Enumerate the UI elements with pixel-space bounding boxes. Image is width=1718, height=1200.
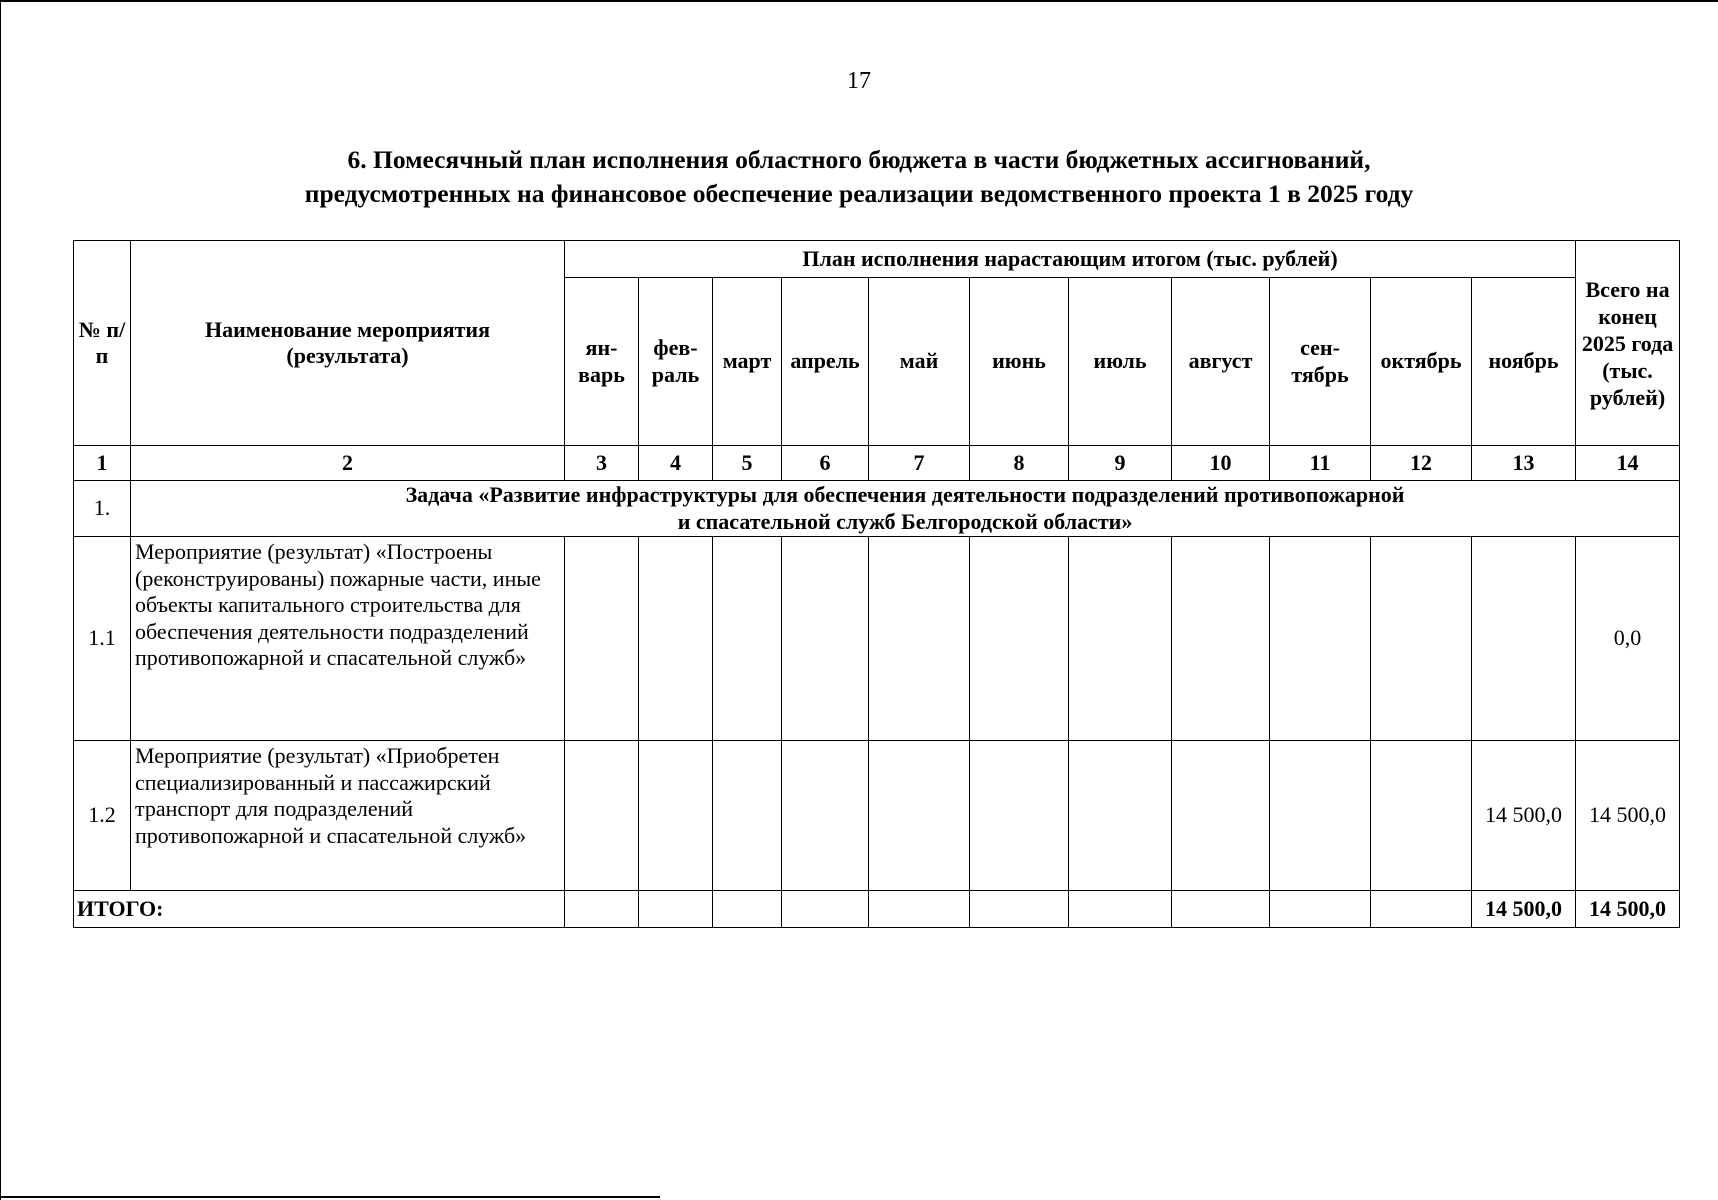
- task-title-line-1: Задача «Развитие инфраструктуры для обеспечения деятельности подразделений противопожарной: [405, 482, 1405, 507]
- col-number: 2: [131, 446, 565, 481]
- col-number: 13: [1472, 446, 1576, 481]
- header-row-1: [74, 241, 1680, 278]
- row-month-value: [1371, 537, 1472, 741]
- col-number: 5: [713, 446, 782, 481]
- row-month-value: [639, 537, 713, 741]
- row-month-value: [782, 741, 869, 891]
- total-month-value: [713, 891, 782, 928]
- col-number: 4: [639, 446, 713, 481]
- total-month-value: [1069, 891, 1172, 928]
- header-month-mar: март: [713, 278, 782, 446]
- row-month-value: 14 500,0: [1472, 741, 1576, 891]
- scan-left-edge: [0, 0, 1, 1200]
- document-title-line-2: предусмотренных на финансовое обеспечение реализации ведомственного проекта 1 в 2025 году: [304, 179, 1414, 208]
- col-number: 8: [970, 446, 1069, 481]
- col-number: 12: [1371, 446, 1472, 481]
- row-month-value: [970, 741, 1069, 891]
- row-month-value: [713, 741, 782, 891]
- task-title: [131, 481, 1680, 537]
- task-title-line-2: и спасательной служб Белгородской области»: [677, 508, 1133, 534]
- total-month-value: [1270, 891, 1371, 928]
- document-title: [150, 143, 1568, 211]
- col-number: 1: [74, 446, 131, 481]
- row-total: 0,0: [1576, 537, 1680, 741]
- header-month-jun: июнь: [970, 278, 1069, 446]
- row-total: 14 500,0: [1576, 741, 1680, 891]
- row-month-value: [1270, 537, 1371, 741]
- table-row: [74, 537, 1680, 741]
- col-number: 10: [1172, 446, 1270, 481]
- col-number: 14: [1576, 446, 1680, 481]
- row-month-value: [782, 537, 869, 741]
- header-num: № п/п: [74, 241, 131, 446]
- row-month-value: [970, 537, 1069, 741]
- total-month-value: 14 500,0: [1472, 891, 1576, 928]
- total-month-value: [1172, 891, 1270, 928]
- row-month-value: [1172, 537, 1270, 741]
- row-month-value: [713, 537, 782, 741]
- header-month-sep: сен- тябрь: [1270, 278, 1371, 446]
- row-month-value: [1069, 537, 1172, 741]
- budget-plan-table: [73, 240, 1680, 928]
- header-month-may: май: [869, 278, 970, 446]
- header-month-aug: август: [1172, 278, 1270, 446]
- header-plan-group: План исполнения нарастающим итогом (тыс. рублей): [565, 241, 1576, 278]
- row-month-value: [869, 741, 970, 891]
- header-name: Наименование мероприятия (результата): [131, 241, 565, 446]
- total-month-value: [565, 891, 639, 928]
- total-month-value: [970, 891, 1069, 928]
- scan-top-edge: [0, 0, 1718, 2]
- header-month-feb: фев- раль: [639, 278, 713, 446]
- total-label: ИТОГО:: [74, 891, 565, 928]
- col-number: 11: [1270, 446, 1371, 481]
- total-month-value: [639, 891, 713, 928]
- total-grand-value: 14 500,0: [1576, 891, 1680, 928]
- header-month-jul: июль: [1069, 278, 1172, 446]
- header-total: Всего на конец 2025 года (тыс. рублей): [1576, 241, 1680, 446]
- row-num: 1.2: [74, 741, 131, 891]
- row-num: 1.1: [74, 537, 131, 741]
- row-name: Мероприятие (результат) «Приобретен специализированный и пассажирский транспорт для подразделений противопожарной и спасательной служб»: [131, 741, 565, 891]
- header-month-nov: ноябрь: [1472, 278, 1576, 446]
- scan-bottom-edge: [0, 1196, 660, 1198]
- row-month-value: [869, 537, 970, 741]
- document-title-line-1: 6. Помесячный план исполнения областного бюджета в части бюджетных ассигнований,: [347, 145, 1371, 174]
- header-month-jan: ян- варь: [565, 278, 639, 446]
- row-month-value: [1069, 741, 1172, 891]
- total-row: [74, 891, 1680, 928]
- row-month-value: [565, 741, 639, 891]
- row-month-value: [565, 537, 639, 741]
- col-number: 9: [1069, 446, 1172, 481]
- row-month-value: [1371, 741, 1472, 891]
- total-month-value: [782, 891, 869, 928]
- total-month-value: [869, 891, 970, 928]
- row-name: Мероприятие (результат) «Построены (реконструированы) пожарные части, иные объекты капитального строительства для обеспечения деятельности подразделений противопожарной и спасательной служб»: [131, 537, 565, 741]
- row-month-value: [1472, 537, 1576, 741]
- col-number: 7: [869, 446, 970, 481]
- col-number: 3: [565, 446, 639, 481]
- row-month-value: [1172, 741, 1270, 891]
- task-num: 1.: [74, 481, 131, 537]
- page-number: 17: [847, 68, 871, 94]
- col-number: 6: [782, 446, 869, 481]
- total-month-value: [1371, 891, 1472, 928]
- header-month-oct: октябрь: [1371, 278, 1472, 446]
- column-number-row: [74, 446, 1680, 481]
- table-row: [74, 741, 1680, 891]
- header-month-apr: апрель: [782, 278, 869, 446]
- row-month-value: [1270, 741, 1371, 891]
- task-row: [74, 481, 1680, 537]
- row-month-value: [639, 741, 713, 891]
